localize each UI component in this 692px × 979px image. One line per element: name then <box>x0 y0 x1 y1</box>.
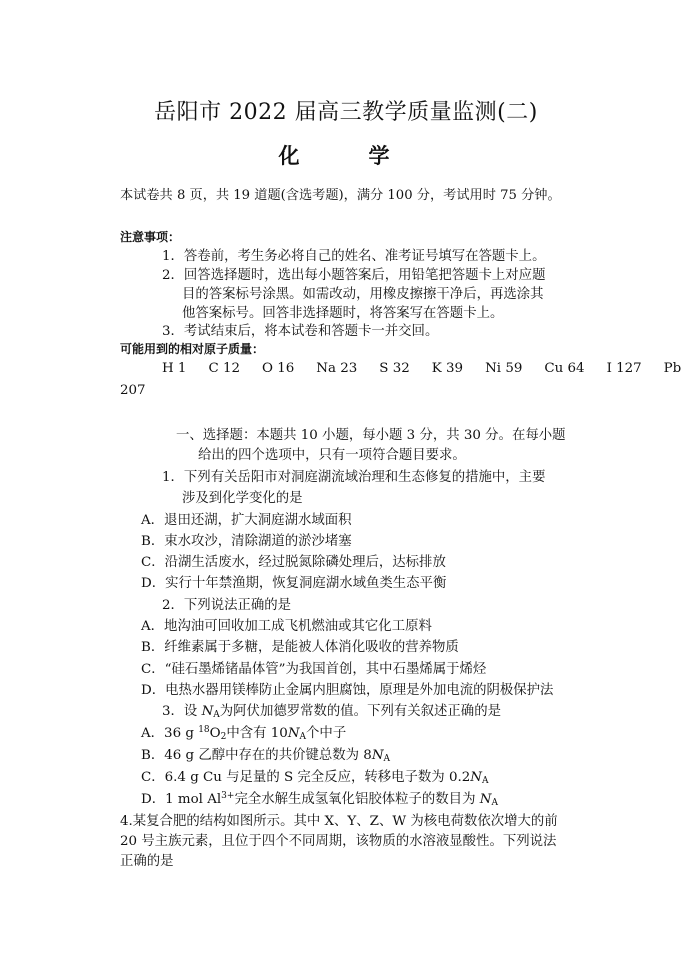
note-item: 他答案标号。回答非选择题时，将答案写在答题卡上。 <box>182 306 504 321</box>
q1-option-d: D．实行十年禁渔期，恢复洞庭湖水域鱼类生态平衡 <box>141 576 447 591</box>
q3-option-d: D．1 mol $Al^{3+}$完全水解生成氢氧化铝胶体粒子的数目为 $N_A$ <box>141 791 498 808</box>
notes-heading: 注意事项： <box>120 230 181 244</box>
exam-title: 岳阳市 2022 届高三教学质量监测(二) <box>154 100 538 125</box>
q1-option-b: B．束水攻沙，清除湖道的淤沙堵塞 <box>141 534 352 549</box>
q3-option-b: B．46 g 乙醇中存在的共价键总数为 $8N_A$ <box>141 748 391 764</box>
note-item: 3．考试结束后，将本试卷和答题卡一并交回。 <box>162 324 439 339</box>
question-2-stem: 2．下列说法正确的是 <box>162 598 292 613</box>
atomic-mass: Na 23 <box>316 361 358 376</box>
q1-option-c: C．沿湖生活废水，经过脱氮除磷处理后，达标排放 <box>141 555 446 570</box>
section-heading-cont: 给出的四个选项中，只有一项符合题目要求。 <box>198 448 466 463</box>
atomic-mass: H 1 <box>162 361 187 376</box>
atomic-masses-list <box>162 361 681 376</box>
q3-option-c: C．6.4 g Cu 与足量的 S 完全反应，转移电子数为 $0.2N_A$ <box>141 770 489 786</box>
q3-option-a: A．36 g $^{18}O_2$中含有 $10N_A$个中子 <box>141 725 347 742</box>
question-3-stem: 3．设 $N_A$为阿伏加德罗常数的值。下列有关叙述正确的是 <box>162 704 501 720</box>
question-1-stem-cont: 涉及到化学变化的是 <box>182 491 303 506</box>
exam-info: 本试卷共 8 页，共 19 道题(含选考题)，满分 100 分，考试用时 75 分钟。 <box>120 188 561 203</box>
q2-option-a: A．地沟油可回收加工成飞机燃油或其它化工原料 <box>141 619 432 634</box>
atomic-mass-wrap: 207 <box>120 383 146 398</box>
question-4-stem-cont: 20 号主族元素，且位于四个不同周期，该物质的水溶液显酸性。下列说法 <box>120 834 557 849</box>
question-1-stem: 1．下列有关岳阳市对洞庭湖流域治理和生态修复的措施中，主要 <box>162 470 546 485</box>
subject-title: 化 学 <box>278 143 414 168</box>
atomic-mass: O 16 <box>262 361 295 376</box>
atomic-masses-heading: 可能用到的相对原子质量： <box>120 342 265 356</box>
atomic-mass: S 32 <box>379 361 410 376</box>
atomic-mass: Pb <box>663 361 682 376</box>
note-item: 2．回答选择题时，选出每小题答案后，用铅笔把答题卡上对应题 <box>162 268 546 283</box>
atomic-mass: C 12 <box>208 361 241 376</box>
q2-option-b: B．纤维素属于多糖，是能被人体消化吸收的营养物质 <box>141 640 459 655</box>
q1-option-a: A．退田还湖，扩大洞庭湖水域面积 <box>141 513 352 528</box>
note-item: 1．答卷前，考生务必将自己的姓名、准考证号填写在答题卡上。 <box>162 249 546 264</box>
atomic-mass: Cu 64 <box>544 361 585 376</box>
question-4-stem: 4.某复合肥的结构如图所示。其中 X、Y、Z、W 为核电荷数依次增大的前 <box>120 814 558 829</box>
section-heading: 一、选择题：本题共 10 小题，每小题 3 分，共 30 分。在每小题 <box>176 428 566 443</box>
atomic-mass: Ni 59 <box>485 361 523 376</box>
note-item: 目的答案标号涂黑。如需改动，用橡皮擦擦干净后，再选涂其 <box>182 287 544 302</box>
atomic-mass: I 127 <box>606 361 642 376</box>
atomic-mass: K 39 <box>431 361 464 376</box>
q2-option-c: C．“硅石墨烯锗晶体管”为我国首创，其中石墨烯属于烯烃 <box>141 662 487 677</box>
question-4-stem-cont: 正确的是 <box>120 854 174 869</box>
q2-option-d: D．电热水器用镁棒防止金属内胆腐蚀，原理是外加电流的阴极保护法 <box>141 683 554 698</box>
